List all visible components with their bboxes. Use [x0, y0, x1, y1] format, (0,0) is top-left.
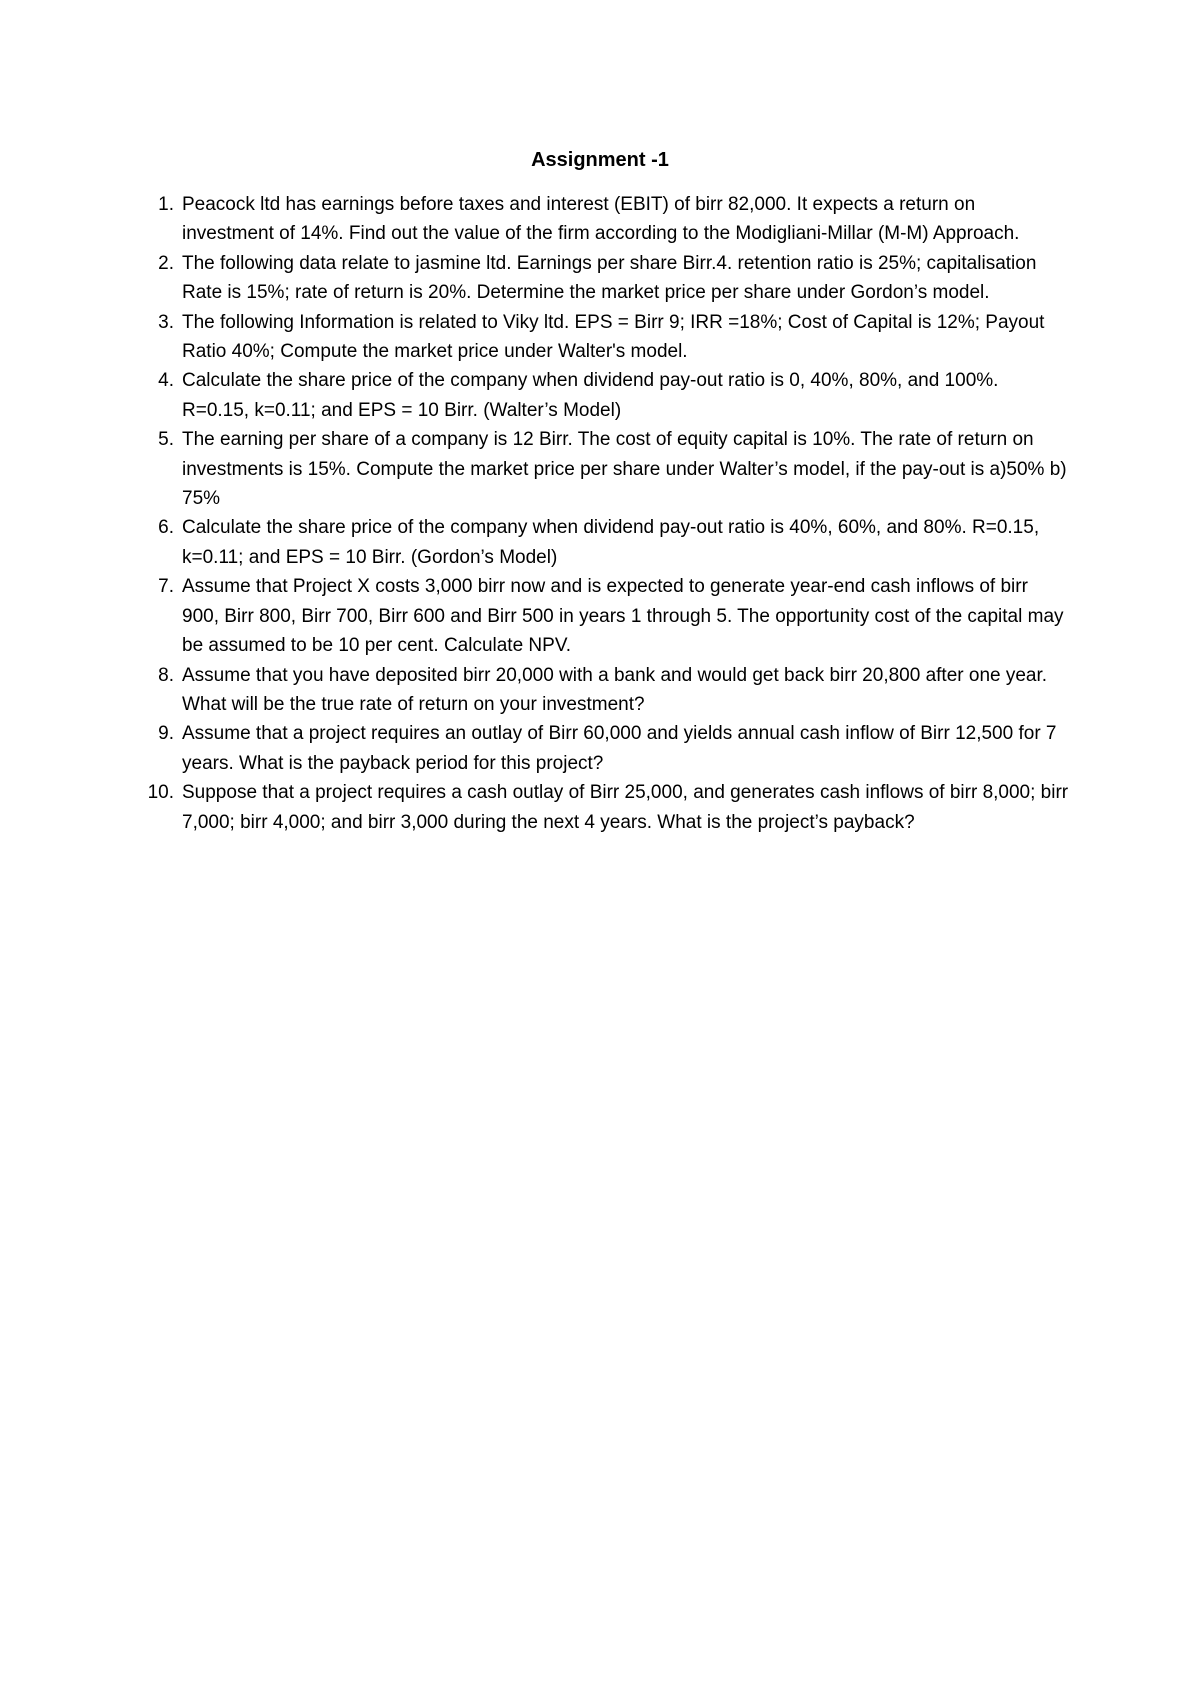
- question-item: [140, 366, 1070, 425]
- question-item: [140, 249, 1070, 308]
- question-number: 4.: [158, 370, 174, 392]
- question-number: 8.: [158, 664, 174, 686]
- question-item: [140, 190, 1070, 249]
- question-text: Calculate the share price of the company when dividend pay-out ratio is 40%, 60%, and 80%. R=0.15, k=0.11; and EPS = 10 Birr. (Gordon’s Model): [182, 517, 1040, 568]
- question-number: 3.: [158, 311, 174, 333]
- question-text: The earning per share of a company is 12 Birr. The cost of equity capital is 10%. The rate of return on investments is 15%. Compute the market price per share under Walter’s model, if the pay-out is a)50% b) 75%: [182, 429, 1067, 510]
- question-item: [140, 308, 1070, 367]
- question-item: [140, 572, 1070, 660]
- question-text: The following data relate to jasmine ltd. Earnings per share Birr.4. retention ratio is 25%; capitalisation Rate is 15%; rate of return is 20%. Determine the market price per share under Gordon’s model.: [182, 252, 1037, 304]
- question-item: [140, 425, 1070, 513]
- question-text: Assume that Project X costs 3,000 birr now and is expected to generate year-end cash inflows of birr 900, Birr 800, Birr 700, Birr 600 and Birr 500 in years 1 through 5. The opportunity cost of the capital may be assumed to be 10 per cent. Calculate NPV.: [182, 576, 1064, 657]
- question-number: 6.: [158, 517, 174, 539]
- question-item: [140, 778, 1070, 837]
- question-text: The following Information is related to Viky ltd. EPS = Birr 9; IRR =18%; Cost of Capital is 12%; Payout Ratio 40%; Compute the market price under Walter's model.: [182, 311, 1045, 363]
- question-item: [140, 513, 1070, 572]
- question-text: Assume that you have deposited birr 20,000 with a bank and would get back birr 20,800 after one year. What will be the true rate of return on your investment?: [182, 664, 1048, 715]
- question-list: [140, 190, 1070, 837]
- question-number: 7.: [158, 576, 174, 598]
- question-text: Peacock ltd has earnings before taxes and interest (EBIT) of birr 82,000. It expects a return on investment of 14%. Find out the value of the firm according to the Modigliani-Millar (M-M) Approach.: [182, 194, 1020, 245]
- question-number: 2.: [158, 252, 174, 274]
- question-number: 9.: [158, 723, 174, 745]
- question-item: [140, 719, 1070, 778]
- question-text: Suppose that a project requires a cash outlay of Birr 25,000, and generates cash inflows of birr 8,000; birr 7,000; birr 4,000; and birr 3,000 during the next 4 years. What is the project’s payback?: [182, 782, 1069, 833]
- question-text: Calculate the share price of the company when dividend pay-out ratio is 0, 40%, 80%, and 100%. R=0.15, k=0.11; and EPS = 10 Birr. (Walter’s Model): [182, 370, 999, 421]
- document-title: Assignment -1: [531, 149, 669, 171]
- question-number: 1.: [158, 194, 174, 215]
- question-number: 5.: [158, 429, 174, 451]
- question-text: Assume that a project requires an outlay of Birr 60,000 and yields annual cash inflow of Birr 12,500 for 7 years. What is the payback period for this project?: [182, 723, 1057, 774]
- question-item: [140, 661, 1070, 720]
- question-number: 10.: [147, 782, 174, 804]
